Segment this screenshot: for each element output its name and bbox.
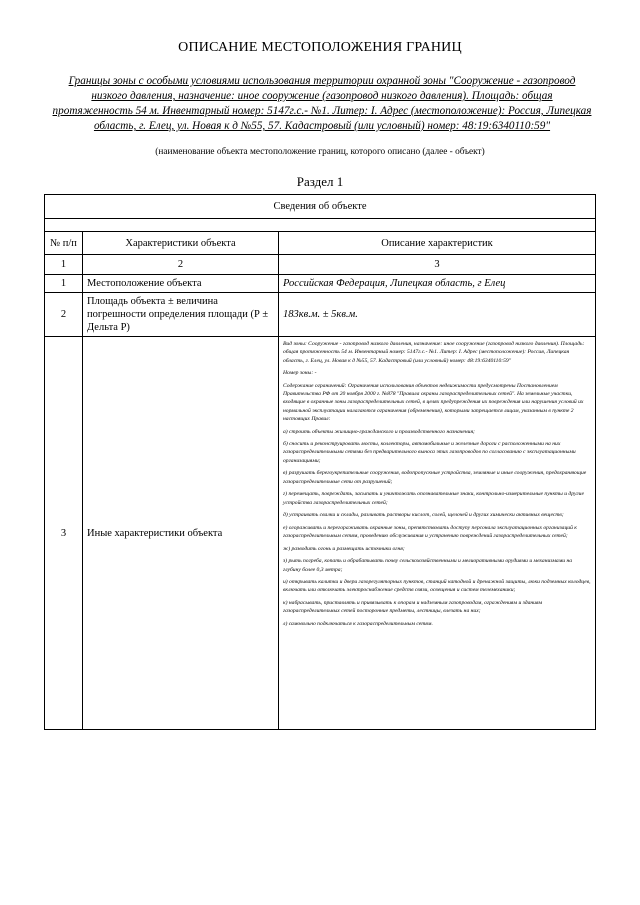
column-header-row bbox=[45, 232, 596, 255]
restriction-item: л) самовольно подключаться к газораспределительным сетям. bbox=[283, 620, 433, 627]
restriction-item: б) сносить и реконструировать мосты, коллекторы, автомобильные и железные дороги с расположенными на них газораспределительными сетями без предварительного выноса этих газопроводов по согласованию с эксплуатационными организациями; bbox=[283, 441, 576, 464]
restriction-item: е) огораживать и перегораживать охранные зоны, препятствовать доступу персонала эксплуатационных организаций к газораспределительным сетям, проведению обслуживания и устранению повреждений газораспределительных сетей; bbox=[283, 524, 577, 540]
restriction-item: ж) разводить огонь и размещать источники огня; bbox=[283, 545, 405, 552]
characteristic-value: 183кв.м. ± 5кв.м. bbox=[279, 293, 596, 337]
column-number: 3 bbox=[279, 255, 596, 275]
table-row bbox=[45, 337, 596, 730]
column-header: Характеристики объекта bbox=[83, 232, 279, 255]
column-header: Описание характеристик bbox=[279, 232, 596, 255]
object-info-table bbox=[44, 194, 596, 730]
restriction-item: д) устраивать свалки и склады, разливать растворы кислот, солей, щелочей и других химически активных веществ; bbox=[283, 512, 564, 519]
row-number: 2 bbox=[45, 293, 83, 337]
characteristic-value: Российская Федерация, Липецкая область, г Елец bbox=[279, 275, 596, 293]
row-number: 1 bbox=[45, 275, 83, 293]
restrictions-paragraph: Содержание ограничений: Ограничения использования объектов недвижимости предусмотрены Постановлением Правительства РФ от 20 ноября 2000 г. №878 "Правила охраны газораспределительных сетей". На земельные участки, входящие в охранные зоны газораспределительных сетей, в целях предупреждения их повреждения или нарушения условий их нормальной эксплуатации налагаются ограничения (обременения), которыми запрещается лицам, указанным в пункте 2 настоящих Правил: bbox=[283, 382, 584, 422]
column-number-row bbox=[45, 255, 596, 275]
column-number: 1 bbox=[45, 255, 83, 275]
characteristic-value bbox=[279, 337, 596, 730]
characteristic-name: Иные характеристики объекта bbox=[83, 337, 279, 730]
document-title: ОПИСАНИЕ МЕСТОПОЛОЖЕНИЯ ГРАНИЦ bbox=[178, 40, 462, 55]
characteristic-name: Площадь объекта ± величина погрешности определения площади (Р ± Дельта Р) bbox=[83, 293, 279, 337]
section-title: Раздел 1 bbox=[296, 174, 344, 189]
table-header-row bbox=[45, 195, 596, 219]
spacer-row bbox=[45, 219, 596, 232]
zone-number-paragraph: Номер зоны: - bbox=[283, 370, 317, 377]
restriction-item: и) открывать калитки и двери газорегуляторных пунктов, станций катодной и дренажной защиты, люки подземных колодцев, включать или отключать электроснабжение средств связи, освещения и систем телемеханики; bbox=[283, 579, 591, 594]
object-name-caption: (наименование объекта местоположение границ, которого описано (далее - объект) bbox=[155, 147, 485, 157]
restriction-item: з) рыть погреба, копать и обрабатывать почву сельскохозяйственными и мелиоративными орудиями и механизмами на глубину более 0,3 метра; bbox=[283, 558, 573, 573]
characteristic-name: Местоположение объекта bbox=[83, 275, 279, 293]
object-name: Границы зоны с особыми условиями использования территории охранной зоны "Сооружение - газопровод низкого давления, назначение: иное сооружение (газопровод низкого давления). Площадь: общая протяженность 54 м. Инвентарный номер: 5147г.с.- №1. Литер: I. Адрес (местоположение): Россия, Липецкая область, г. Елец, ул. Новая к д №55, 57. Кадастровый (или условный) номер: 48:19:6340110:59" bbox=[52, 75, 592, 132]
row-number: 3 bbox=[45, 337, 83, 730]
zone-type-paragraph: Вид зоны: Сооружение - газопровод низкого давления, назначение: иное сооружение (газопровод низкого давления). Площадь: общая протяженность 54 м. Инвентарный номер: 5147г.с.- №1. Литер: I. Адрес (местоположение): Россия, Липецкая область, г. Елец, ул. Новая к д №55, 57. Кадастровый (или условный) номер: 48:19:6340110:59" bbox=[283, 341, 585, 364]
table-header: Сведения об объекте bbox=[45, 195, 596, 219]
table-row bbox=[45, 275, 596, 293]
restriction-item: в) разрушать берегоукрепительные сооружения, водопропускные устройства, земляные и иные сооружения, предохраняющие газораспределительные сети от разрушений; bbox=[283, 470, 587, 485]
restriction-item: а) строить объекты жилищно-гражданского и производственного назначения; bbox=[283, 428, 475, 435]
restriction-item: к) набрасывать, приставлять и привязывать к опорам и надземным газопроводам, ограждениям и зданиям газораспределительных сетей посторонние предметы, лестницы, влезать на них; bbox=[283, 599, 543, 615]
restriction-item: г) перемещать, повреждать, засыпать и уничтожать опознавательные знаки, контрольно-измерительные пункты и другие устройства газораспределительных сетей; bbox=[283, 491, 584, 506]
column-header: № п/п bbox=[45, 232, 83, 255]
column-number: 2 bbox=[83, 255, 279, 275]
table-row bbox=[45, 293, 596, 337]
spacer-cell bbox=[45, 219, 596, 232]
